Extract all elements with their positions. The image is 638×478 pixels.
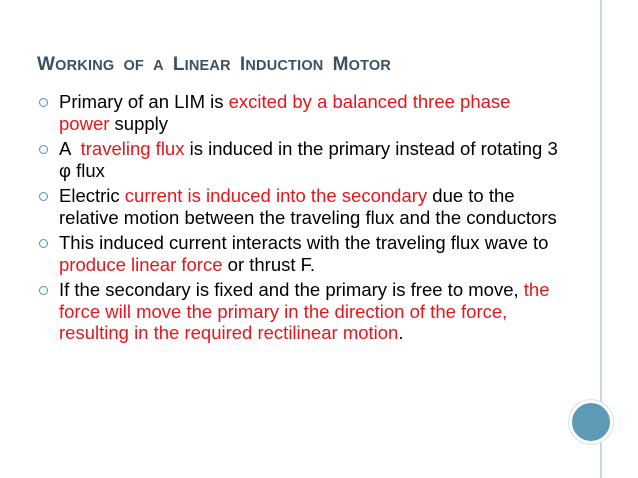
bullet-text-segment: . [398,322,404,343]
title-word-4: LINEAR [172,54,231,75]
bullet-circle-icon [39,192,48,201]
decorative-circle [569,400,613,444]
bullet-text-segment: This induced current interacts with the traveling flux wave to [59,232,549,253]
title-word-2: OF [123,58,144,74]
bullet-item [38,232,558,275]
bullet-list [38,91,558,344]
bullet-text-segment: due to the relative motion between the traveling flux and the conductors [59,185,557,228]
title-word-5: INDUCTION [239,54,324,75]
bullet-text-segment: A [59,138,81,159]
bullet-item [38,138,558,181]
bullet-text-segment: supply [109,112,169,134]
bullet-text-segment: is induced in the primary instead of rotating 3 φ flux [59,138,558,181]
bullet-text-segment: Electric [59,185,125,206]
bullet-circle-icon [39,286,48,295]
bullet-highlight-segment: excited by a balanced three phase power [59,91,511,134]
bullet-text-segment: Primary of an LIM is [59,91,229,112]
bullet-highlight-segment: produce linear force [59,253,223,275]
title-word-6: MOTOR [332,54,392,75]
bullet-highlight-segment: traveling flux [80,138,185,159]
bullet-highlight-segment: the force will move the primary in the direction of the force, resulting in the required rectilinear motion [59,279,550,343]
bullet-text-segment: or thrust F. [222,253,316,275]
bullet-circle-icon [39,239,48,248]
bullet-item [38,185,558,228]
bullet-item [38,279,558,344]
bullet-circle-icon [39,145,48,154]
bullet-circle-icon [39,98,48,107]
bullet-item [38,91,558,134]
bullet-text-segment: If the secondary is fixed and the primary is free to move, [59,279,524,300]
title-word-3: A [153,58,164,74]
title-word-1: WORKING [37,54,115,75]
bullet-highlight-segment: current is induced into the secondary [124,185,428,206]
slide-title [37,41,391,78]
